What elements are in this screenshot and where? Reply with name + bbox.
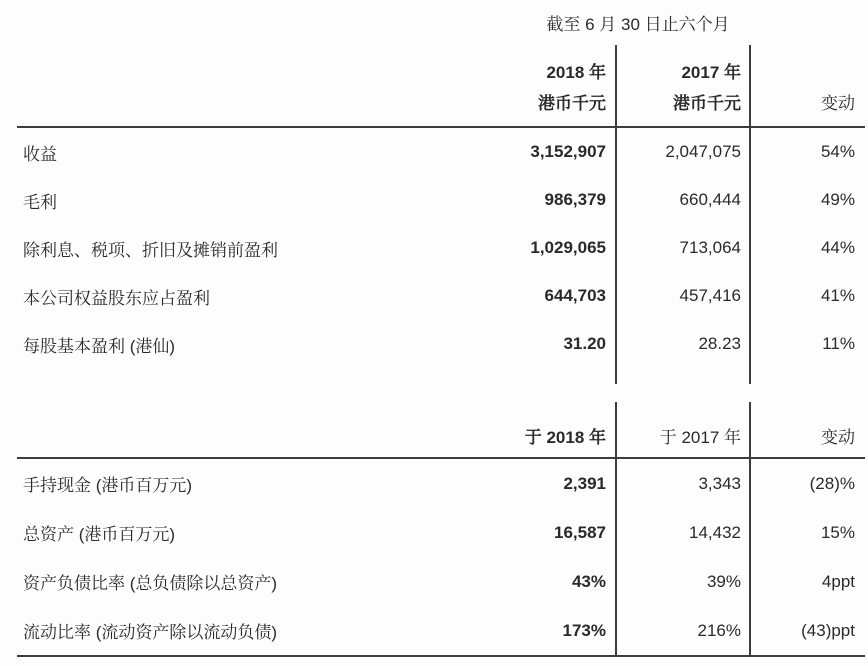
value-2017: 713,064 — [617, 224, 751, 272]
value-2018: 644,703 — [447, 272, 617, 320]
change-value: (43)ppt — [801, 620, 855, 640]
value-2018: 43% — [447, 557, 617, 606]
balance-sheet-section — [17, 402, 865, 657]
row-label: 每股基本盈利 (港仙) — [23, 336, 176, 356]
header-2017-unit: 港币千元 — [673, 94, 741, 113]
income-statement-section — [17, 45, 865, 384]
header-2018 — [447, 45, 617, 126]
section-divider-gap — [17, 384, 865, 402]
period-title: 截至 6 月 30 日止六个月 — [546, 15, 730, 34]
change-value: 54% — [820, 142, 855, 161]
change-value: 11% — [822, 334, 855, 353]
value-2018: 3,152,907 — [447, 128, 617, 176]
change-value: 44% — [820, 238, 855, 257]
header-change: 变动 — [821, 428, 855, 447]
table-row-revenue — [17, 128, 865, 176]
header-change-label: 变动 — [821, 94, 855, 113]
value-2018: 31.20 — [447, 320, 617, 384]
header-change — [751, 45, 865, 126]
title-row — [0, 10, 868, 45]
value-2017: 28.23 — [617, 320, 751, 384]
table-row-ebitda — [17, 224, 865, 272]
value-2018: 2,391 — [447, 459, 617, 508]
table-row-current-ratio — [17, 606, 865, 655]
row-label: 资产负债比率 (总负债除以总资产) — [23, 574, 278, 593]
header-2017-year: 2017 年 — [681, 63, 741, 82]
table-row-profit-attributable — [17, 272, 865, 320]
value-2018: 1,029,065 — [447, 224, 617, 272]
row-label: 毛利 — [23, 192, 57, 212]
header-empty-cell — [17, 402, 447, 457]
table-row-cash-on-hand — [17, 459, 865, 508]
table-row-basic-eps — [17, 320, 865, 384]
section2-header-row — [17, 402, 865, 459]
value-2018: 16,587 — [447, 508, 617, 557]
header-2017 — [617, 45, 751, 126]
value-2017: 2,047,075 — [617, 128, 751, 176]
table-row-gross-profit — [17, 176, 865, 224]
header-2018-year: 2018 年 — [546, 63, 606, 82]
header-as-at-2018: 于 2018 年 — [447, 402, 617, 457]
section1-header-row — [17, 45, 865, 128]
value-2017: 216% — [617, 606, 751, 655]
change-value: 41% — [820, 286, 855, 305]
row-label: 总资产 (港币百万元) — [23, 525, 176, 544]
header-as-at-2017: 于 2017 年 — [617, 402, 751, 457]
change-value: (28)% — [809, 473, 855, 493]
table-row-gearing-ratio — [17, 557, 865, 606]
value-2017: 39% — [617, 557, 751, 606]
header-empty-cell — [17, 45, 447, 126]
change-value: 49% — [820, 190, 855, 209]
value-2017: 14,432 — [617, 508, 751, 557]
value-2017: 457,416 — [617, 272, 751, 320]
change-value: 4ppt — [821, 571, 855, 591]
row-label: 本公司权益股东应占盈利 — [23, 288, 210, 308]
header-2018-unit: 港币千元 — [538, 94, 606, 113]
value-2018: 173% — [447, 606, 617, 655]
row-label: 收益 — [23, 144, 57, 164]
row-label: 手持现金 (港币百万元) — [23, 476, 193, 495]
row-label: 流动比率 (流动资产除以流动负债) — [23, 623, 278, 642]
change-value: 15% — [820, 522, 855, 542]
financial-table — [17, 45, 865, 657]
value-2017: 3,343 — [617, 459, 751, 508]
table-row-total-assets — [17, 508, 865, 557]
row-label: 除利息、税项、折旧及摊销前盈利 — [23, 240, 278, 260]
value-2018: 986,379 — [447, 176, 617, 224]
value-2017: 660,444 — [617, 176, 751, 224]
